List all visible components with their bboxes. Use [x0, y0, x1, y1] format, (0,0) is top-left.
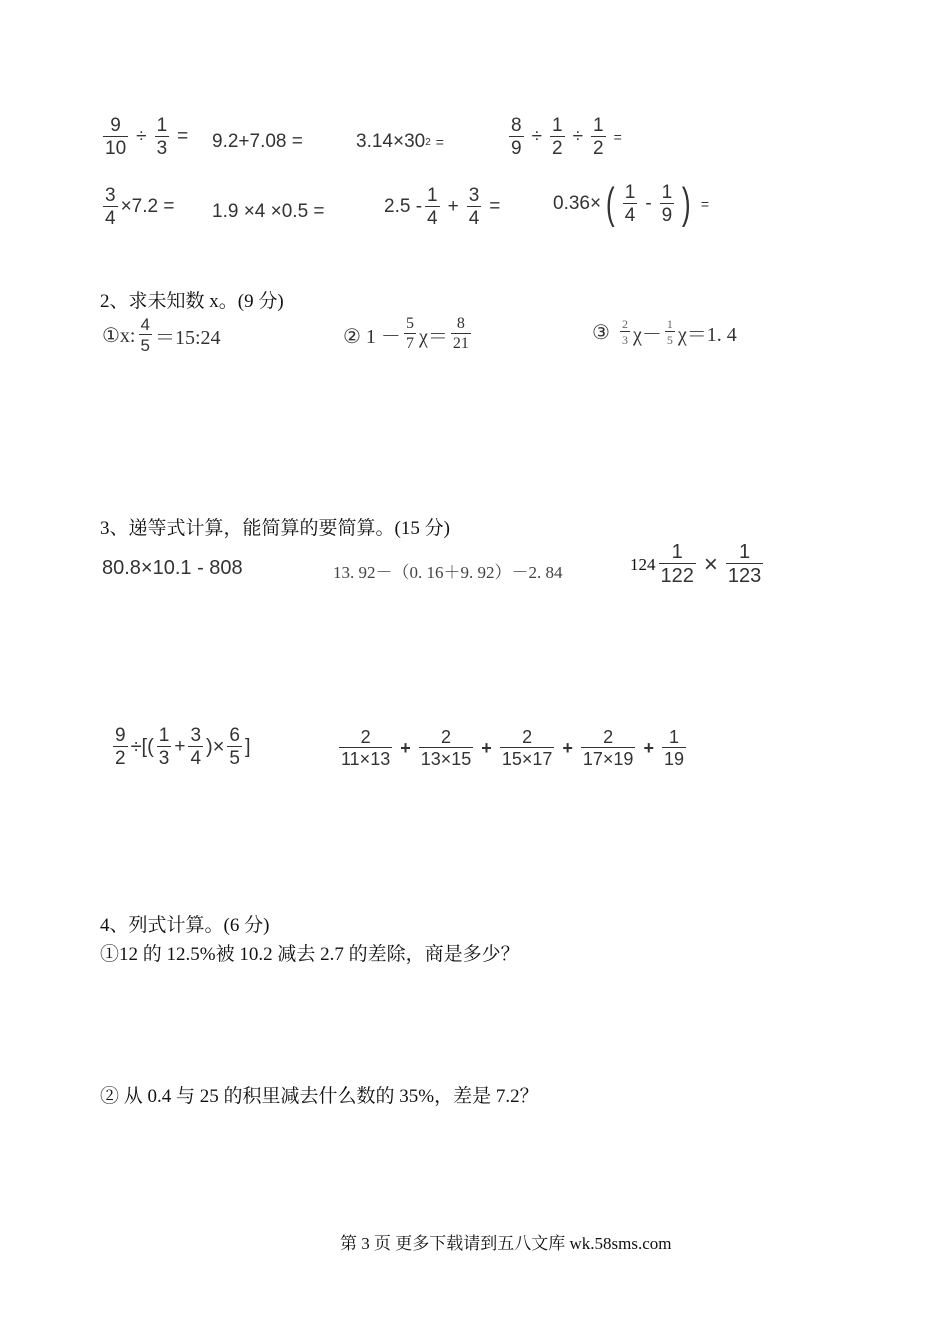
eq-2: ② 1 － $\frac{5}{7}$ χ＝ $\frac{8}{21}$ — [343, 315, 469, 352]
expr-2-4: 0.36× ( $\frac{1}{4}$ - $\frac{1}{9}$ ) = — [553, 179, 710, 228]
expr-2-1: $\frac{3}{4}$ ×7.2 = — [105, 185, 175, 229]
eq-3: ③ $\frac{2}{3}$ χ－ $\frac{1}{5}$ χ＝1. 4 — [592, 317, 737, 347]
expr-2-2: 1.9 ×4 ×0.5 = — [212, 201, 325, 222]
section3-heading: 3、递等式计算，能简算的要简算。(15 分) — [100, 518, 450, 539]
expr-1-3: 3.14×30 2 = — [356, 131, 444, 152]
page-footer: 第 3 页 更多下载请到五八文库 wk.58sms.com — [340, 1234, 672, 1253]
section4-heading: 4、列式计算。(6 分) — [100, 915, 270, 936]
calc-1: 80.8×10.1 - 808 — [102, 557, 243, 579]
calc-2: 13. 92－（0. 16＋9. 92）－2. 84 — [333, 563, 563, 582]
expr-1-2: 9.2+7.08 = — [212, 131, 303, 152]
calc-4: $\frac{9}{2}$ ÷[( $\frac{1}{3}$ + $\frac{3}{4}$ )× $\frac{6}{5}$ ] — [115, 725, 251, 769]
calc-5: $\frac{2}{11\times 13}$ + $\frac{2}{13\times 15}$ + $\frac{2}{15\times 17}$ + $\frac{2}{17\times 19}$ + $\frac{1}{19}$ — [341, 727, 684, 769]
expr-1-1: $\frac{9}{10}$ ÷ $\frac{1}{3}$ = — [105, 115, 189, 159]
section2-heading: 2、求未知数 x。(9 分) — [100, 291, 284, 312]
eq-1: ①x: $\frac{4}{5}$ ＝15:24 — [102, 315, 221, 355]
expr-1-4: $\frac{8}{9}$ ÷ $\frac{1}{2}$ ÷ $\frac{1}{2}$ = — [511, 115, 622, 159]
calc-3: 124 $\frac{1}{122}$ × $\frac{1}{123}$ — [630, 541, 762, 587]
question-1: ①12 的 12.5%被 10.2 减去 2.7 的差除，商是多少？ — [100, 944, 520, 965]
question-2: ② 从 0.4 与 25 的积里减去什么数的 35%，差是 7.2？ — [100, 1086, 539, 1107]
expr-2-3: 2.5 - $\frac{1}{4}$ + $\frac{3}{4}$ = — [384, 185, 501, 229]
